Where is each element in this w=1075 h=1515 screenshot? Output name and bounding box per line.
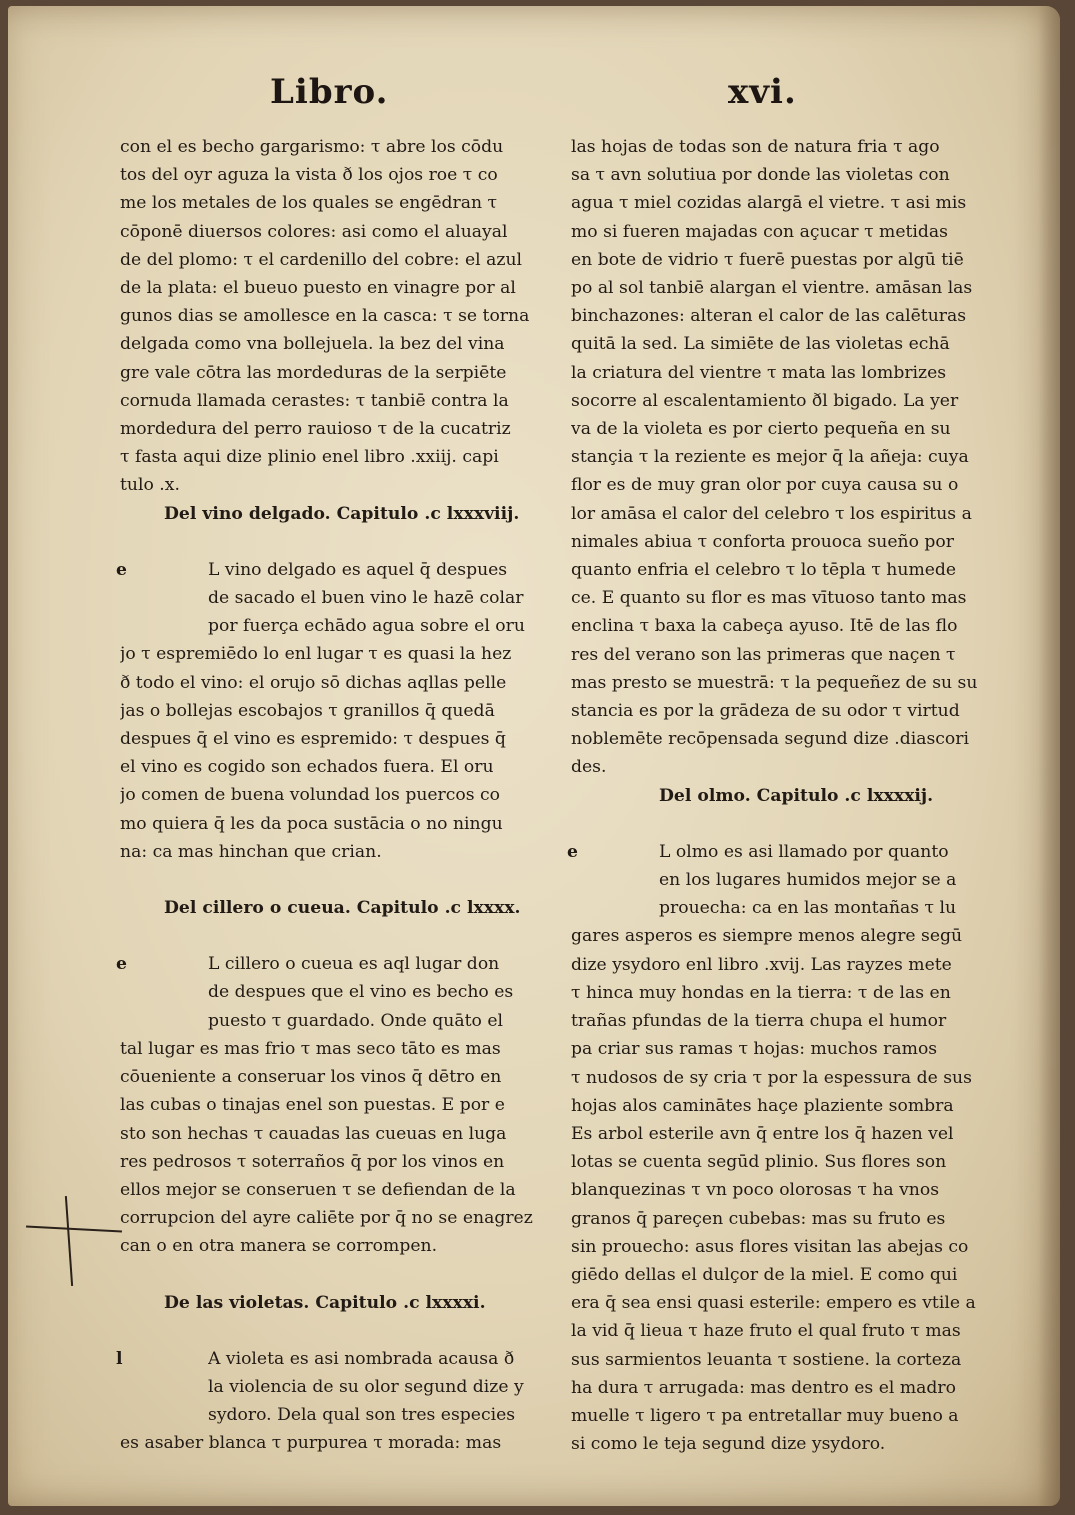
text-line: hojas alos caminātes haçe plaziente sombra xyxy=(571,1095,954,1116)
text-line: por fuerça echādo agua sobre el oru xyxy=(208,616,525,637)
guide-letter: e xyxy=(116,954,127,975)
right-column xyxy=(567,133,1003,1458)
chapter-heading: De las violetas. Capitulo .c lxxxxi. xyxy=(164,1292,486,1313)
text-line: lor amāsa el calor del celebro τ los espiritus a xyxy=(571,503,972,524)
chapter-heading: Del cillero o cueua. Capitulo .c lxxxx. xyxy=(164,898,521,919)
text-line: A violeta es asi nombrada acausa ð xyxy=(208,1348,515,1369)
text-line: cornuda llamada cerastes: τ tanbiē contra la xyxy=(120,390,509,411)
text-line: la vid q̄ lieua τ haze fruto el qual fruto τ mas xyxy=(571,1321,961,1342)
text-line: enclina τ baxa la cabeça ayuso. Itē de las flo xyxy=(571,616,958,637)
text-line: delgada como vna bollejuela. la bez del vina xyxy=(120,334,505,355)
text-line: jas o bollejas escobajos τ granillos q̄ quedā xyxy=(120,700,495,721)
text-line: agua τ miel cozidas alargā el vietre. τ asi mis xyxy=(571,193,967,214)
text-line: L cillero o cueua es aql lugar don xyxy=(208,954,500,975)
text-line: jo τ espremiēdo lo enl lugar τ es quasi la hez xyxy=(120,644,512,665)
chapter-heading: Del olmo. Capitulo .c lxxxxij. xyxy=(659,785,934,806)
text-line: socorre al escalentamiento ðl bigado. La yer xyxy=(571,390,959,411)
chapter-heading: Del vino delgado. Capitulo .c lxxxviij. xyxy=(164,503,520,524)
paragraph xyxy=(567,838,1003,1458)
text-line: jo comen de buena volundad los puercos co xyxy=(120,785,501,806)
text-line: gares asperos es siempre menos alegre segū xyxy=(571,926,963,947)
text-line: giēdo dellas el dulçor de la miel. E como qui xyxy=(571,1264,958,1285)
text-line: can o en otra manera se corrompen. xyxy=(120,1236,438,1257)
text-line: gre vale cōtra las mordeduras de la serpiēte xyxy=(120,362,507,383)
text-line: va de la violeta es por cierto pequeña en su xyxy=(571,419,951,440)
paragraph xyxy=(571,133,1003,782)
text-line: corrupcion del ayre caliēte por q̄ no se enagrez xyxy=(120,1208,533,1229)
margin-mark xyxy=(65,1196,73,1286)
guide-letter: l xyxy=(116,1348,123,1369)
text-line: cōponē diuersos colores: asi como el aluayal xyxy=(120,221,508,242)
text-line: prouecha: ca en las montañas τ lu xyxy=(659,898,957,919)
text-line: mas presto se muestrā: τ la pequeñez de su su xyxy=(571,672,978,693)
text-line: L vino delgado es aquel q̄ despues xyxy=(208,559,508,580)
text-line: en los lugares humidos mejor se a xyxy=(659,870,957,891)
text-line: quitā la sed. La simiēte de las violetas echā xyxy=(571,334,950,355)
text-line: tos del oyr aguza la vista ð los ojos roe τ co xyxy=(120,165,498,186)
text-line: L olmo es asi llamado por quanto xyxy=(659,841,949,862)
paragraph xyxy=(120,133,552,500)
text-line: lotas se cuenta segūd plinio. Sus flores son xyxy=(571,1152,947,1173)
text-line: tulo .x. xyxy=(120,475,180,496)
text-line: pa criar sus ramas τ hojas: muchos ramos xyxy=(571,1039,938,1060)
text-line: las hojas de todas son de natura fria τ ago xyxy=(571,137,940,157)
paragraph xyxy=(116,1345,552,1458)
text-line: tal lugar es mas frio τ mas seco tāto es mas xyxy=(120,1038,501,1059)
text-line: gunos dias se amollesce en la casca: τ se torna xyxy=(120,306,530,327)
text-line: mordedura del perro rauioso τ de la cucatriz xyxy=(120,419,511,440)
guide-letter: e xyxy=(567,841,578,862)
text-line: na: ca mas hinchan que crian. xyxy=(120,841,382,862)
text-line: con el es becho gargarismo: τ abre los cōdu xyxy=(120,137,504,157)
text-line: des. xyxy=(571,757,607,778)
text-line: stancia es por la grādeza de su odor τ virtud xyxy=(571,701,960,722)
text-line: me los metales de los quales se engēdran τ xyxy=(120,193,498,214)
text-line: dize ysydoro enl libro .xvij. Las rayzes mete xyxy=(571,954,952,975)
book-page xyxy=(8,6,1060,1506)
guide-letter: e xyxy=(116,559,127,580)
text-line: τ nudosos de sy cria τ por la espessura de sus xyxy=(571,1067,972,1088)
text-line: quanto enfria el celebro τ lo tēpla τ humede xyxy=(571,560,957,581)
text-line: mo si fueren majadas con açucar τ metidas xyxy=(571,221,948,242)
text-line: el vino es cogido son echados fuera. El oru xyxy=(120,757,494,778)
text-line: si como le teja segund dize ysydoro. xyxy=(571,1434,886,1455)
paragraph xyxy=(116,950,552,1260)
text-line: las cubas o tinajas enel son puestas. E por e xyxy=(120,1095,505,1116)
text-line: res pedrosos τ soterraños q̄ por los vinos en xyxy=(120,1151,505,1172)
text-line: trañas pfundas de la tierra chupa el humor xyxy=(571,1011,947,1032)
text-line: sto son hechas τ cauadas las cueuas en luga xyxy=(120,1123,507,1144)
text-line: mo quiera q̄ les da poca sustācia o no ningu xyxy=(120,813,503,834)
text-line: ð todo el vino: el orujo sō dichas aqllas pelle xyxy=(120,672,507,693)
text-line: noblemēte recōpensada segund dize .diascori xyxy=(571,729,969,750)
text-line: despues q̄ el vino es espremido: τ despues q̄ xyxy=(120,729,506,750)
text-line: sus sarmientos leuanta τ sostiene. la corteza xyxy=(571,1349,962,1370)
text-line: ha dura τ arrugada: mas dentro es el madro xyxy=(571,1377,956,1398)
running-head-left: Libro. xyxy=(270,72,389,112)
text-line: de del plomo: τ el cardenillo del cobre: el azul xyxy=(120,249,523,270)
text-line: en bote de vidrio τ fuerē puestas por algū tiē xyxy=(571,249,964,270)
text-line: de despues que el vino es becho es xyxy=(208,982,514,1003)
text-line: sin prouecho: asus flores visitan las abejas co xyxy=(571,1236,969,1257)
page-edge-shadow xyxy=(1038,6,1060,1506)
text-line: τ fasta aqui dize plinio enel libro .xxiij. capi xyxy=(120,447,499,468)
text-line: puesto τ guardado. Onde quāto el xyxy=(208,1010,504,1031)
text-line: po al sol tanbiē alargan el vientre. amāsan las xyxy=(571,278,973,299)
text-line: sa τ avn solutiua por donde las violetas con xyxy=(571,165,950,186)
text-line: de sacado el buen vino le hazē colar xyxy=(208,588,524,609)
text-line: nimales abiua τ conforta prouoca sueño por xyxy=(571,531,954,552)
text-line: τ hinca muy hondas en la tierra: τ de las en xyxy=(571,982,951,1003)
text-line: flor es de muy gran olor por cuya causa su o xyxy=(571,475,959,496)
text-line: blanquezinas τ vn poco olorosas τ ha vnos xyxy=(571,1180,940,1201)
text-line: binchazones: alteran el calor de las calēturas xyxy=(571,306,967,327)
text-line: la criatura del vientre τ mata las lombrizes xyxy=(571,362,947,383)
text-line: Es arbol esterile avn q̄ entre los q̄ hazen vel xyxy=(571,1123,954,1144)
text-line: es asaber blanca τ purpurea τ morada: mas xyxy=(120,1433,502,1454)
text-line: sydoro. Dela qual son tres especies xyxy=(208,1405,516,1426)
text-line: ellos mejor se conseruen τ se defiendan de la xyxy=(120,1179,516,1200)
text-line: muelle τ ligero τ pa entretallar muy bueno a xyxy=(571,1405,959,1426)
margin-mark xyxy=(26,1225,122,1232)
left-column xyxy=(116,133,552,1458)
text-line: de la plata: el bueuo puesto en vinagre por al xyxy=(120,278,516,299)
text-line: cōueniente a conseruar los vinos q̄ dētro en xyxy=(120,1067,502,1088)
text-line: ce. E quanto su flor es mas vītuoso tanto mas xyxy=(571,588,967,609)
text-line: la violencia de su olor segund dize y xyxy=(208,1376,524,1397)
text-line: granos q̄ pareçen cubebas: mas su fruto es xyxy=(571,1208,946,1229)
running-head-right: xvi. xyxy=(728,72,797,112)
text-line: era q̄ sea ensi quasi esterile: empero es vtile a xyxy=(571,1293,976,1314)
paragraph xyxy=(116,556,552,866)
text-line: stançia τ la reziente es mejor q̄ la añeja: cuya xyxy=(571,447,969,468)
text-line: res del verano son las primeras que naçen τ xyxy=(571,644,956,665)
